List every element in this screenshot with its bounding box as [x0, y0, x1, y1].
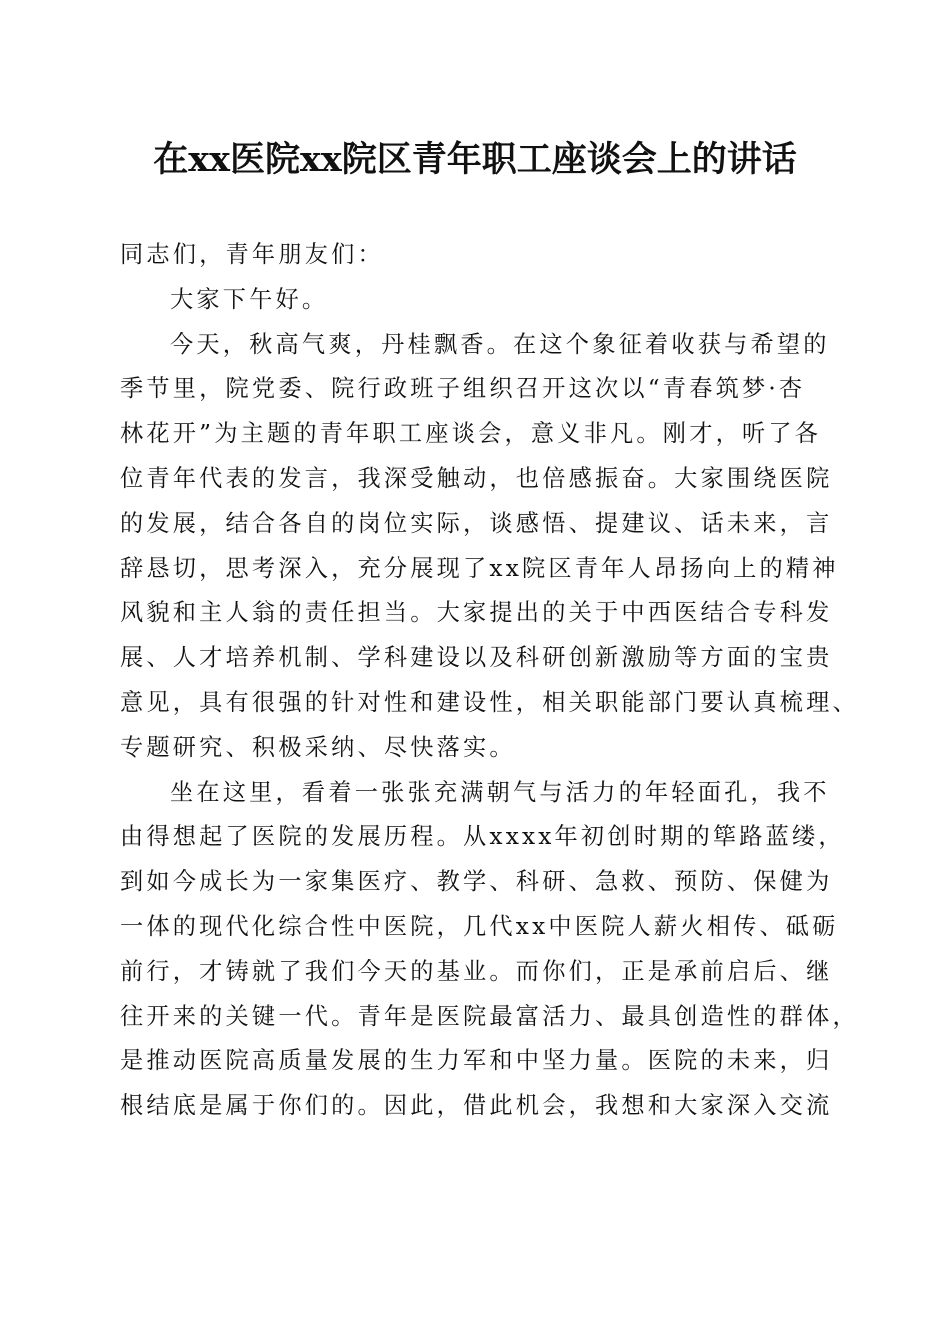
text-line: 位青年代表的发言，我深受触动，也倍感振奋。大家围绕医院	[120, 464, 833, 492]
text-line: 是推动医院高质量发展的生力军和中坚力量。医院的未来，归	[120, 1047, 833, 1075]
text-line: 辞恳切，思考深入，充分展现了xx院区青年人昂扬向上的精神	[120, 554, 839, 582]
text-line: 一体的现代化综合性中医院，几代xx中医院人薪火相传、砥砺	[120, 912, 839, 940]
text-line: 林花开”为主题的青年职工座谈会，意义非凡。刚才，听了各	[120, 420, 822, 448]
text-line: 前行，才铸就了我们今天的基业。而你们，正是承前启后、继	[120, 957, 833, 985]
salutation-line: 同志们，青年朋友们：	[120, 241, 384, 268]
text-line: 往开来的关键一代。青年是医院最富活力、最具创造性的群体，	[120, 1002, 859, 1030]
document-title: 在xx医院xx院区青年职工座谈会上的讲话	[153, 139, 797, 180]
document-body	[120, 233, 859, 1129]
text-line: 今天，秋高气爽，丹桂飘香。在这个象征着收获与希望的	[170, 330, 830, 358]
text-line: 专题研究、积极采纳、尽快落实。	[120, 733, 516, 761]
text-line: 风貌和主人翁的责任担当。大家提出的关于中西医结合专科发	[120, 599, 833, 627]
text-line: 根结底是属于你们的。因此，借此机会，我想和大家深入交流	[120, 1092, 833, 1120]
text-line: 由得想起了医院的发展历程。从xxxx年初创时期的筚路蓝缕，	[120, 823, 845, 851]
text-line: 的发展，结合各自的岗位实际，谈感悟、提建议、话未来，言	[120, 509, 833, 537]
text-line: 季节里，院党委、院行政班子组织召开这次以“青春筑梦·杏	[120, 375, 806, 403]
text-line: 意见，具有很强的针对性和建设性，相关职能部门要认真梳理、	[120, 688, 859, 716]
text-line: 展、人才培养机制、学科建设以及科研创新激励等方面的宝贵	[120, 644, 833, 672]
text-line: 到如今成长为一家集医疗、教学、科研、急救、预防、保健为	[120, 868, 833, 896]
text-line: 坐在这里，看着一张张充满朝气与活力的年轻面孔，我不	[170, 778, 830, 806]
greeting-line: 大家下午好。	[170, 285, 329, 313]
